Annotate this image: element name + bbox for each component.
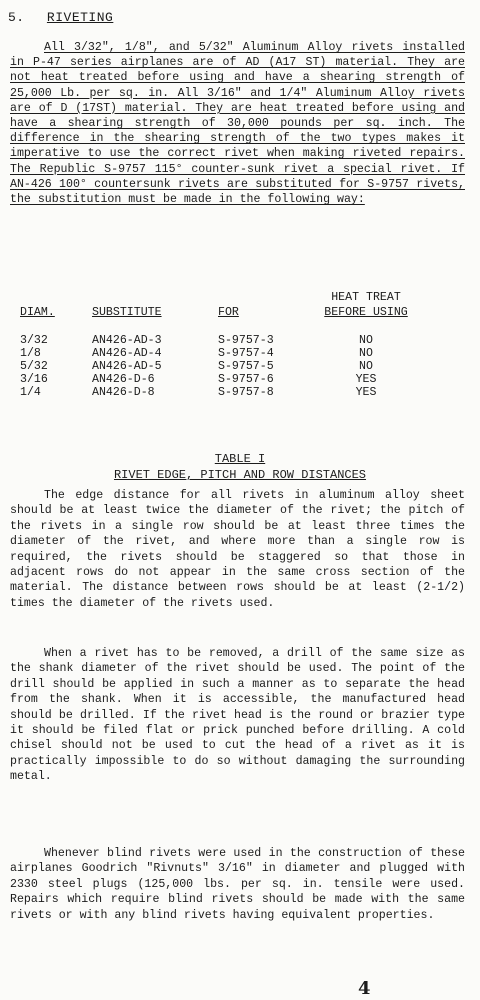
- cell-diam: 5/32: [20, 360, 48, 373]
- header-for: FOR: [218, 306, 239, 319]
- cell-for: S-9757-8: [218, 386, 274, 399]
- cell-heat: NO: [359, 334, 373, 347]
- table-row: [20, 373, 434, 386]
- cell-substitute: AN426-AD-4: [92, 347, 162, 360]
- header-substitute: SUBSTITUTE: [92, 306, 162, 319]
- table-row: [20, 360, 434, 373]
- table-row: [20, 334, 434, 347]
- edge-distance-paragraph: The edge distance for all rivets in aluminum alloy sheet should be at least twice the diameter of the rivet; the pitch of the rivets in a single row should be at least three times the diameter of the rivet, and where more than a single row is required, the rivets should be staggered so that those in adjacent rows do not appear in the same cross section of the material. The distance between rows should be at least (2-1/2) times the diameter of the rivets used.: [10, 489, 465, 610]
- cell-heat: YES: [355, 373, 377, 386]
- rivet-removal-paragraph: When a rivet has to be removed, a drill of the same size as the shank diameter of the rivet should be used. The point of the drill should be applied in such a manner as to separate the head from the shank. When it is accessible, the manufactured head should be drilled. If the rivet head is the round or brazier type it should be filed flat or prick punched before drilling. A cold chisel should not be used to cut the head of a rivet as it is practically impossible to do so without damaging the surrounding metal.: [10, 647, 465, 784]
- cell-substitute: AN426-D-6: [92, 373, 155, 386]
- table-row: [20, 347, 434, 360]
- blind-rivets-paragraph: Whenever blind rivets were used in the construction of these airplanes Goodrich "Rivnuts" 3/16" in diameter and plugged with 2330 steel plugs (125,000 lbs. per sq. in. tensile were used. Repairs which require blind rivets should be made with the same rivets or with any blind rivets having equivalent properties.: [10, 847, 465, 922]
- cell-heat: NO: [359, 347, 373, 360]
- cell-for: S-9757-4: [218, 347, 274, 360]
- table-title: TABLE I: [214, 452, 266, 466]
- cell-diam: 3/16: [20, 373, 48, 386]
- table-row: [20, 386, 434, 399]
- cell-for: S-9757-3: [218, 334, 274, 347]
- cell-substitute: AN426-D-8: [92, 386, 155, 399]
- section-number: 5.: [8, 10, 25, 25]
- cell-diam: 1/4: [20, 386, 41, 399]
- cell-substitute: AN426-AD-5: [92, 360, 162, 373]
- section-heading: [8, 10, 113, 25]
- cell-heat: NO: [359, 360, 373, 373]
- header-heat-line1: HEAT TREAT: [331, 291, 401, 304]
- header-diam: DIAM.: [20, 306, 55, 319]
- cell-for: S-9757-6: [218, 373, 274, 386]
- cell-substitute: AN426-AD-3: [92, 334, 162, 347]
- cell-for: S-9757-5: [218, 360, 274, 373]
- section-title: RIVETING: [46, 10, 114, 25]
- intro-paragraph: All 3/32", 1/8", and 5/32" Aluminum Alloy rivets installed in P-47 series airplanes are of AD (A17 ST) material. They are not heat treated before using and have a shearing strength of 25,000 Lb. per sq. in. All 3/16" and 1/4" Aluminum Alloy rivets are of D (17ST) material. They are heat treated before using and have a shearing strength of 30,000 pounds per sq. inch. The difference in the shearing strength of the two types makes it imperative to use the correct rivet when making riveted repairs. The Republic S-9757 115° counter-sunk rivet a special rivet. If AN-426 100° countersunk rivets are substituted for S-9757 rivets, the substitution must be made in the following way:: [10, 41, 465, 207]
- cell-diam: 1/8: [20, 347, 41, 360]
- cell-diam: 3/32: [20, 334, 48, 347]
- page-number: 4: [358, 978, 371, 999]
- header-heat-line2: BEFORE USING: [324, 306, 408, 319]
- rivet-substitution-table: [20, 290, 434, 399]
- table-subtitle: RIVET EDGE, PITCH AND ROW DISTANCES: [113, 468, 367, 482]
- cell-heat: YES: [355, 386, 377, 399]
